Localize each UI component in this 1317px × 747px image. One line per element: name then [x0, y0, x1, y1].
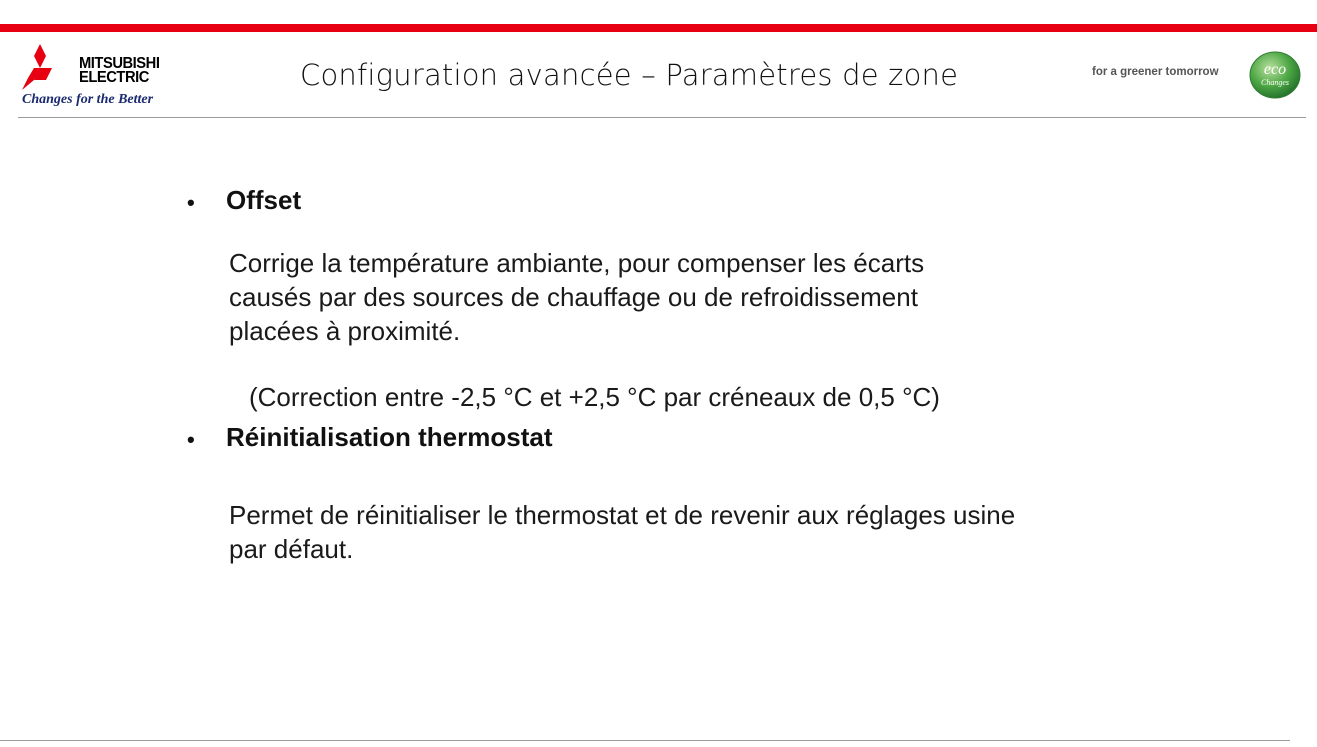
footer-divider	[0, 740, 1290, 741]
offset-range-note: (Correction entre -2,5 °C et +2,5 °C par créneaux de 0,5 °C)	[249, 382, 940, 412]
brand-name-line1: MITSUBISHI	[79, 55, 160, 72]
offset-text-line-3: placées à proximité.	[229, 316, 461, 346]
reset-text-line-1: Permet de réinitialiser le thermostat et de revenir aux réglages usine	[229, 500, 1016, 530]
offset-text-line-1: Corrige la température ambiante, pour compenser les écarts	[229, 248, 925, 278]
reset-text-line-2: par défaut.	[229, 534, 354, 564]
bullet-marker: •	[187, 427, 195, 452]
slide-title: Configuration avancée – Paramètres de zone	[300, 58, 959, 92]
slogan-text: for a greener tomorrow	[1092, 66, 1219, 78]
bullet-marker: •	[187, 190, 195, 215]
brand-name-line2: ELECTRIC	[79, 69, 149, 86]
eco-badge-word: eco	[1263, 61, 1287, 78]
section-heading-offset: Offset	[226, 185, 302, 215]
eco-badge-subword: Changes	[1261, 78, 1289, 87]
offset-text-line-2: causés par des sources de chauffage ou de refroidissement	[229, 282, 918, 312]
section-heading-reset: Réinitialisation thermostat	[226, 422, 553, 452]
brand-tagline: Changes for the Better	[22, 92, 154, 107]
